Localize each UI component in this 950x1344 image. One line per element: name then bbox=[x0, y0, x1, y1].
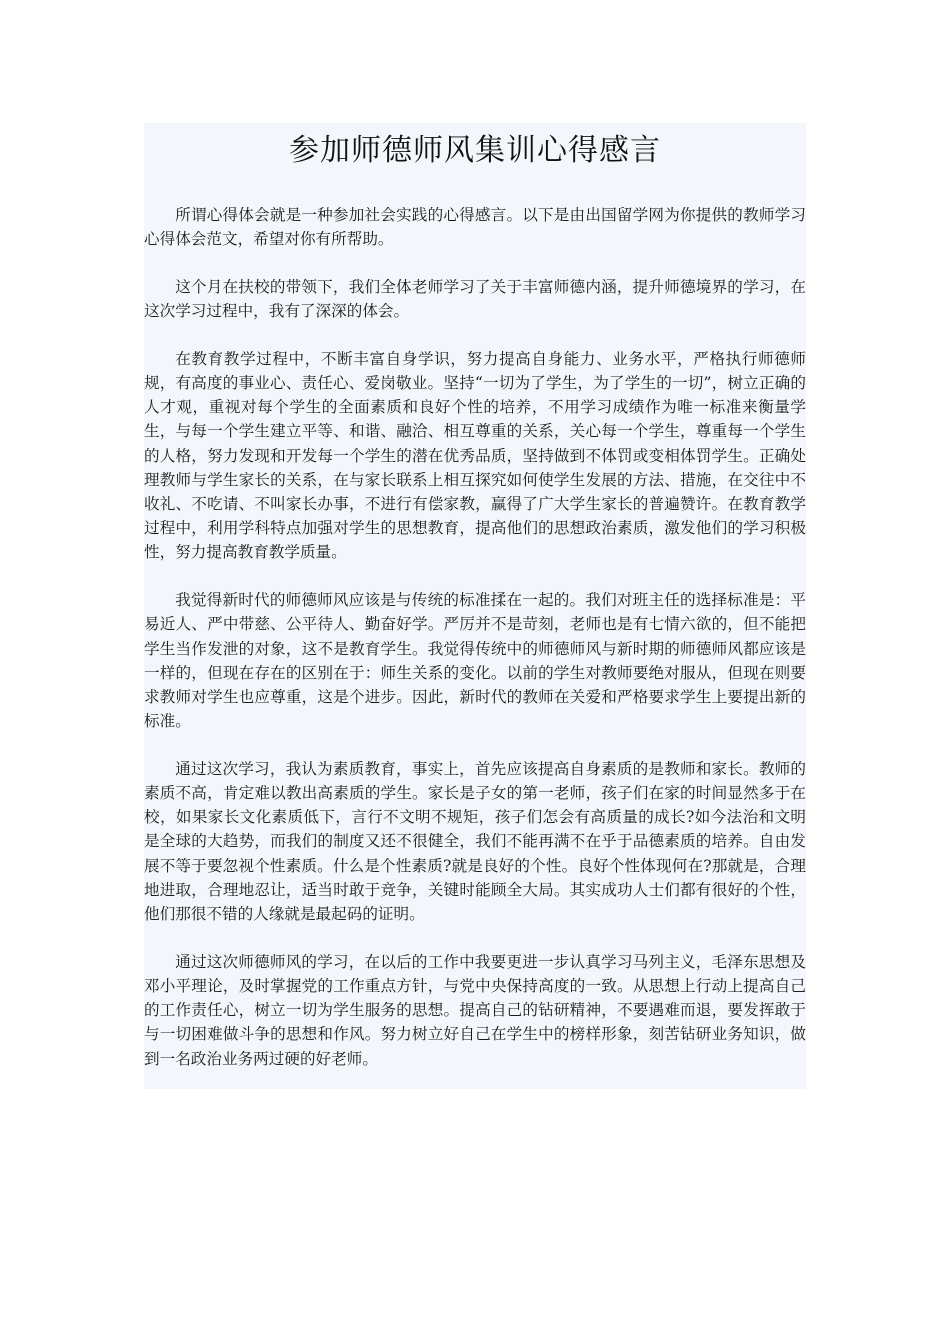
paragraph-2: 这个月在扶校的带领下，我们全体老师学习了关于丰富师德内涵，提升师德境界的学习，在这次学习过程中，我有了深深的体会。 bbox=[144, 277, 806, 321]
paragraph-3: 在教育教学过程中，不断丰富自身学识，努力提高自身能力、业务水平，严格执行师德师规，有高度的事业心、责任心、爱岗敬业。坚持“一切为了学生，为了学生的一切”，树立正确的人才观，重视对每个学生的全面素质和良好个性的培养，不用学习成绩作为唯一标准来衡量学生，与每一个学生建立平等、和谐、融洽、相互尊重的关系，关心每一个学生，尊重每一个学生的人格，努力发现和开发每一个学生的潜在优秀品质，坚持做到不体罚或变相体罚学生。正确处理教师与学生家长的关系，在与家长联系上相互探究如何使学生发展的方法、措施，在交往中不收礼、不吃请、不叫家长办事，不进行有偿家教，赢得了广大学生家长的普遍赞许。在教育教学过程中，利用学科特点加强对学生的思想教育，提高他们的思想政治素质，激发他们的学习积极性，努力提高教育教学质量。 bbox=[144, 349, 806, 562]
document-title: 参加师德师风集训心得感言 bbox=[289, 133, 661, 168]
paragraph-5: 通过这次学习，我认为素质教育，事实上，首先应该提高自身素质的是教师和家长。教师的素质不高，肯定难以教出高素质的学生。家长是子女的第一老师，孩子们在家的时间显然多于在校，如果家长文化素质低下，言行不文明不规矩，孩子们怎会有高质量的成长?如今法治和文明是全球的大趋势，而我们的制度又还不很健全，我们不能再满不在乎于品德素质的培养。自由发展不等于要忽视个性素质。什么是个性素质?就是良好的个性。良好个性体现何在?那就是，合理地进取，合理地忍让，适当时敢于竞争，关键时能顾全大局。其实成功人士们都有很好的个性，他们那很不错的人缘就是最起码的证明。 bbox=[144, 759, 806, 924]
paragraph-6: 通过这次师德师风的学习，在以后的工作中我要更进一步认真学习马列主义，毛泽东思想及邓小平理论，及时掌握党的工作重点方针，与党中央保持高度的一致。从思想上行动上提高自己的工作责任心，树立一切为学生服务的思想。提高自己的钻研精神，不要遇难而退，要发挥敢于与一切困难做斗争的思想和作风。努力树立好自己在学生中的榜样形象，刻苦钻研业务知识，做到一名政治业务两过硬的好老师。 bbox=[144, 952, 806, 1068]
paragraph-intro: 所谓心得体会就是一种参加社会实践的心得感言。以下是由出国留学网为你提供的教师学习心得体会范文，希望对你有所帮助。 bbox=[144, 206, 806, 249]
article-block bbox=[144, 123, 806, 1089]
paragraph-4: 我觉得新时代的师德师风应该是与传统的标准揉在一起的。我们对班主任的选择标准是：平易近人、严中带慈、公平待人、勤奋好学。严厉并不是苛刻，老师也是有七情六欲的，但不能把学生当作发泄的对象，这不是教育学生。我觉得传统中的师德师风与新时期的师德师风都应该是一样的，但现在存在的区别在于：师生关系的变化。以前的学生对教师要绝对服从，但现在则要求教师对学生也应尊重，这是个进步。因此，新时代的教师在关爱和严格要求学生上要提出新的标准。 bbox=[144, 591, 806, 731]
